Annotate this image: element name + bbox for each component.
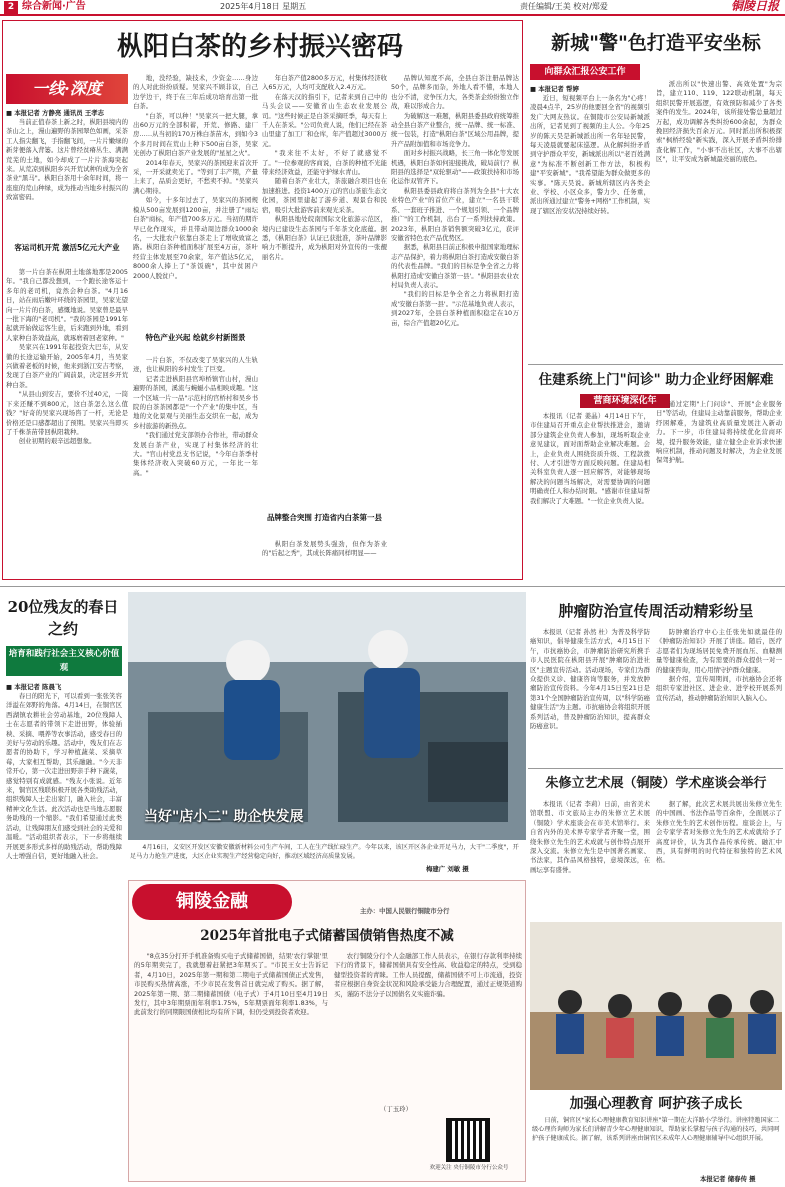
values-tag: 培育和践行社会主义核心价值观 — [6, 646, 122, 676]
kids-credit: 本报记者 储春传 摄 — [700, 1175, 756, 1183]
police-body: 近日，短视频平台上一条名为"心疼！凌晨4点半，25岁的他要回全省"的视频引发广大网友热议。在铜陵市公安局新城派出所，记者见到了视频的主人公。今年25岁的陈天昊是新城派出所一名年轻民警，每天凌晨就要起床巡逻。从化解纠纷矛盾到守护群众平安，新城派出所以"老百姓满意"为标准不断创新工作方法，积极构建"平安新城"。"我希望能为群众做更多的实事。"陈天昊说。新城所辖区内各类企业、学校、小区众多，警力少、任务重，派出所通过建立"警务+网格"工作机制，实现了辖区治安状况持续好转。 — [530, 94, 650, 215]
main-subhead-2: 特色产业兴起 绘就乡村新图景 — [145, 333, 246, 342]
page-number: 2 — [4, 1, 18, 14]
art-body: 本报讯（记者 李莉）日前，由省美术馆联盟、市文旅局主办的朱修立艺术展（铜陵）学术座谈会在市美术馆举行。来自省内外的美术界专家学者齐聚一堂，围绕朱修立先生的艺术成就与创作特点展开深入交流。朱修立先生是中国著名画家、书法家，其作品风格独特，意境深远，在画坛享有盛誉。 — [530, 800, 650, 874]
classroom-image — [530, 922, 782, 1090]
main-col3-body-b: 枞阳白茶发展势头强劲，但作为茶业的"后起之秀"，其成长阵痛同样明显—— — [262, 540, 387, 558]
finance-ad-body-1: "8点35分打开手机准备购买电子式储蓄国债，结果'农行掌银'里的5年期卖完了，我就想着赶紧把3年期买了。"市民王女士告诉记者，4月10日，2025年第一期和第二期电子式储蓄国债正式发售，市民购买热情高涨，不少市民在发售首日就完成了购买。据了解，2025年第一期、第二期储蓄国债（电子式）于4月10日至4月19日发行，其中3年期票面年利率1.75%，5年期票面年利率1.83%，与此前发行的同期限国债相比均有所下调，但仍受到投资者欢迎。 — [134, 952, 328, 1017]
main-title: 枞阳白茶的乡村振兴密码 — [116, 32, 403, 62]
main-col3-body: 年白茶产值2800多万元，村集体经济收入65万元，人均可支配收入2.4万元。 在落天汉的指引下，记者来到自己中的马头会议——安徽省山生态农业发展公司。"这些时候正是白茶采摘旺季，每天有上千人在茶采。"公司负责人说，他们已经在茶山里建了加工厂和仓库，年产值超过3000万元。 "我来往不太好，不好了就感觉不了。"一位参观的客商说，白茶的种植不光能带来经济效益，还能守护绿水青山。 随着白茶产业壮大，茶旅融合项目也在加速推进。投资1400万元的官山茶旅生态文化园，茶园里建起了游步道、观景台和民宿，吸引大批游客前来观光采茶。 枞阳县地处皖南国际文化旅游示范区，境内已建设生态茶园与千年茶文化底蕴。据悉，《枞阳白茶》认证已获批准，茶叶品牌影响力不断提升，成为枞阳对外宣传的一张靓丽名片。 — [262, 74, 387, 261]
disabled-friends-byline: ■ 本报记者 陈晨飞 — [6, 683, 62, 691]
divider — [0, 586, 785, 587]
disabled-friends-body: 春日的阳光下，可以看到一张张笑容洋溢在郊野的角落。4月14日，在铜官区西湖镇农耕社会劳动基地，20位残障人士在志愿者的带领下走进田野，体验插秧、采摘、喂养等农事活动，感受春日的美好与劳动的乐趣。活动中，残友们在志愿者的协助下，学习种植蔬菜、采摘草莓，大家相互帮助，其乐融融。"今天非常开心，第一次走进田野亲手种下蔬菜，感觉特别有成就感。"残友小张说。近年来，铜官区残联积极开展各类助残活动，组织残障人士走出家门，融入社会，丰富精神文化生活。此次活动也是当地志愿服务助残的一个缩影。"我们希望通过此类活动，让残障朋友们感受到社会的关爱和温暖。"活动组织者表示，下一步将继续开展更多形式多样的助残活动，帮助残障人士增强自信，更好地融入社会。 — [6, 692, 122, 860]
police-body-2: 派出所以"快速出警、高效处置"为宗旨，建立110、119、122联动机制，每天组织民警开展巡逻，有效预防和减少了各类案件的发生。2024年，该所接处警总量超过万起，成功调解各类纠纷600余起，为群众挽回经济损失百余万元。同时派出所积极探索"枫桥经验"新实践，深入开展矛盾纠纷排查化解工作，"小事不出社区，大事不出辖区"，让平安成为新城最亮丽的底色。 — [656, 80, 782, 164]
divider — [528, 364, 783, 365]
tumor-body-2: 防肿瘤治疗中心主任张先如就最佳的《肿瘤防治知识》开展了讲座。随后，医疗志愿者们为现场居民免费开展血压、血糖测量等健康检查，为有需要的群众提供一对一的健康咨询，用心用情守护群众健康。 据介绍，宣传周期间，市抗癌协会还将组织专家进社区、进企业、进学校开展系列宣传活动，推动肿瘤防治知识入脑入心。 — [656, 628, 782, 702]
main-tag: 一线·深度 — [6, 74, 128, 104]
paper-logo: 铜陵日报 — [730, 0, 779, 13]
police-byline: ■ 本报记者 帮婷 — [530, 85, 579, 93]
section-name: 综合新闻·广告 — [22, 1, 86, 12]
construction-body-2: 通过定期"上门问诊"、开展"企业服务日"等活动，住建局主动靠前服务，帮助企业纾困解难，为建筑业高质量发展注入新动力。下一步，市住建局将持续优化营商环境，提升服务效能，建立健全企业诉求快速响应机制，推动问题及时解决，为企业发展保驾护航。 — [656, 400, 782, 465]
tumor-title: 肿瘤防治宣传周活动精彩纷呈 — [558, 602, 754, 620]
divider — [528, 768, 783, 769]
main-col2-body: 地，没经验，缺技术，少资金……身边的人对此纷纷质疑。吴家兴不顾非议，自己边学边干，终于在三年后成功培育出第一批白茶。 "白茶，可以种！"吴家兴一把大腿，拿出60万元的全部积蓄，开荒、修路、建厂房……从当初的170万株白茶苗木，到如今3个多月时间在荒山上种下500亩白茶，吴家光创办了枞阳白茶产业发展的"星星之火"。 2014年春天，吴家兴的茶园迎来首次开采，一开采就卖光了。"等到了丰产期，产量上来了，品质会更好，不愁卖不掉。"吴家兴满心期待。 如今，十多年过去了，吴家兴的茶园规模从500亩发展到1200亩，并注册了"雨坛白茶"商标，年产值700多万元。当初的期许早已化作现实，并且带动周边群众1000余名，一大批农户依靠白茶走上了增收致富之路。枞阳白茶种植面积扩展至4万亩，茶叶经营主体发展至70余家，年产值达5亿元，8000余人捧上了"茶饭碗"，其中贫困户2000人脱贫户。 — [133, 74, 258, 280]
photo-caption: 4月16日，义安区开发区安徽安徽新材料公司生产车间，工人在生产线忙碌生产。今年以来，该区开区各企业开足马力，大干"二季度"，开足马力力抢生产进度，大区企业实现生产经营稳定向好，推动区域经济高质量发展。 — [130, 844, 519, 860]
finance-ad-body-2: 农行铜陵分行个人金融部工作人员表示，在银行存款利率持续下行的背景下，储蓄国债具有安全性高、收益稳定的特点，受到稳健型投资者的青睐。工作人员提醒，储蓄国债不可上市流通，投资者应根据自身资金状况和风险承受能力合理配置，通过正规渠道购买，谨防不法分子以国债名义实施诈骗。 — [334, 952, 522, 998]
tumor-body: 本报讯（记者 孙然 杜）为普及科学防癌知识，倡导健康生活方式，4月15日下午，市抗癌协会，市肿瘤防治研究所携手市人民医院在枞阳县开展"肿瘤防治进社区"主题宣传活动。活动现场，专家们为群众提供义诊、健康咨询等服务，并发放肿瘤防治宣传资料。今年4月15日至21日是第31个全国肿瘤防治宣传周，以"科学防癌 健康生活"为主题。市抗癌协会将组织开展系列活动，普及肿瘤防治知识，提高群众防癌意识。 — [530, 628, 650, 731]
kids-caption: 日前，铜官区"家长心理健康教育知识讲座"第一期在大洋路小学举行。讲座特邀国家二级心理咨询师为家长们讲解青少年心理健康知识，帮助家长掌握与孩子沟通的技巧，共同呵护孩子健康成长。据了解，该系列讲座由铜官区未成年人心理健康辅导中心组织开展。 — [532, 1117, 780, 1142]
factory-image — [128, 592, 526, 840]
construction-body: 本报讯（记者 姜晶）4月14日下午，市住建局召开重点企业帮扶推进会，邀请部分建筑企业负责人参加，现场听取企业意见建议，面对面帮助企业解决难题。会上，企业负责人围绕资质升级、工程款拨付、人才引进等方面反映问题。住建局相关科室负责人逐一回应解答，对能够现场解决的问题当场解决，对需要协调的问题明确责任人和办结时限。"感谢市住建局帮我们解决了大难题。"一位企业负责人说。 — [530, 412, 650, 505]
main-subhead-3: 品牌整合突围 打造省内白茶第一县 — [266, 513, 383, 522]
art-body-2: 据了解，此次艺术展共展出朱修立先生的中国画、书法作品等百余件，全面展示了朱修立先生的艺术创作历程。座谈会上，与会专家学者对朱修立先生的艺术成就给予了高度评价，认为其作品传承传统、融汇中西，具有鲜明的时代特征和独特的艺术风格。 — [656, 800, 782, 865]
editors: 责任编辑/王美 校对/郑爱 — [520, 2, 608, 11]
photo-headline: 当好"店小二" 助企快发展 — [144, 809, 304, 825]
art-title: 朱修立艺术展（铜陵）学术座谈会举行 — [545, 776, 767, 791]
page-header — [0, 0, 785, 16]
main-col2-body-b: 一片白茶，不仅改变了吴家兴的人生轨迹，也让枞阳的乡村发生了巨变。 记者走进枞阳县官埠桥镇官山村，漫山遍野的茶园，溪流与蜿蜒小品相映成趣。"这一个区域一片一品"示范村的官桥村和吴乡书院的白茶茶园都是"一个产业"的集中区，当地的文化景观与美丽生态交织在一起，成为乡村旅游的新热点。 "我们通过党支部领办合作社，带动群众发展白茶产业，实现了村集体经济的壮大。"官山村党总支书记说，"今年白茶季村集体经济收入突破60万元，一年比一年高。" — [133, 356, 258, 477]
factory-photo — [128, 592, 526, 840]
qr-code-label: 欢迎关注 央行铜陵市分行公众号 — [429, 1165, 509, 1171]
finance-ad-title: 2025年首批电子式储蓄国债销售热度不减 — [200, 928, 454, 944]
finance-ad-sponsor: 主办：中国人民银行铜陵市分行 — [360, 907, 450, 915]
main-intro: 当前正值春茶上新之时，枞阳县境内的茶山之上，漫山遍野的茶园翠色如画，采茶工人指尖翻飞，手指翻飞间，一片片嫩绿的新芽便落入背篓。这片曾经贫瘠丛生、满满荒芜的土地，如今却成了一片片茶海突起来。从荒凉到枞阳乡兴开荒试种的成为全省茶业"黑马"。枞阳白茶用十余年时间，将一座座的荒山种绿，成为推动当地乡村振兴的致富密码。 — [6, 118, 128, 202]
photo-credit: 梅建广 刘敏 摄 — [426, 865, 469, 873]
disabled-friends-title: 20位残友的春日之约 — [7, 598, 119, 638]
construction-title: 住建系统上门"问诊" 助力企业纾困解难 — [538, 372, 774, 388]
main-col4-body: 品牌认知度不高，全县白茶注册品牌达50个，品牌多而杂，外地人看不懂，本地人也分不清，竞争压力大，各类茶企纷纷独立作战，难以形成合力。 为破解这一难题，枞阳县委县政府统筹推动全县白茶产业整合，统一品牌、统一标准、统一包装，打造"枞阳白茶"区域公用品牌，提升产品附加值和市场竞争力。 面对乡村振兴战略，长三角一体化等发展机遇，枞阳白茶如何迎接挑战，破局前行？枞阳县的选择是"双轮驱动"——政策扶持和市场化运作双管齐下。 枞阳县委县政府将白茶列为全县"十大农业特色产业"的首位产业，建立"一名县干联系、一套班子推进、一个规划引领、一个品牌推广"的工作机制，出台了一系列扶持政策。2023年，枞阳白茶销售额突破3亿元，获评安徽省特色农产品优势区。 据悉，枞阳县目前正积极申报国家地理标志产品保护，着力将枞阳白茶打造成安徽白茶的代表性品牌。"我们的目标是争全省之力将枞阳打造成'安徽白茶第一县'。"枞阳县农业农村局负责人表示。 "我们的目标是争全省之力将枞阳打造成'安徽白茶第一县'。"示范基地负责人表示，到2027年，全县白茶种植面积稳定在10万亩，综合产值超20亿元。 — [391, 74, 519, 327]
main-byline: ■ 本报记者 方静亮 通讯员 王孝志 — [6, 109, 105, 117]
construction-tag: 营商环境深化年 — [580, 394, 670, 408]
kids-photo — [530, 922, 782, 1090]
finance-ad-logo: 铜陵金融 — [132, 884, 292, 920]
police-title: 新城"警"色打造平安坐标 — [551, 32, 761, 54]
police-tag: 向群众汇报公安工作 — [530, 64, 640, 80]
main-col1-body: 第一片白茶在枞阳土地落地那是2005年。"我自己都没想到，一个跑长途客运十多年的老司机，竟然会种白茶。"4月16日，站在雨后嫩叶环绕的茶园里，吴家光望向一片片的白茶，感慨地说。吴家曾是最早一批下海的"老司机"。"我的茶园是1991年起就开始做运客生意，后来跑到外地，看到人家种白茶效益高，就琢磨着回老家种。" 吴家兴在1991年起投资大巴车，从安徽的长途运输开始，2005年4月，当吴家兴做着老板的时候，他来到浙江安吉考察，发现了白茶产业的广阔前景，决定回乡开荒种白茶。 "从县山到安吉，要价不过40元，一筒下来还赚不到800元，这白茶怎么这么值钱？"好奇的吴家兴现场咨了一杆，无论是价格还是口感都超出了预期。吴家兴当即买了千株茶苗带回枞阳栽种。 创业初期的艰辛远超想象。 — [6, 268, 128, 446]
issue-date: 2025年4月18日 星期五 — [220, 2, 307, 11]
qr-code[interactable] — [446, 1118, 490, 1162]
main-subhead-1: 客运司机开荒 激活5亿元大产业 — [14, 243, 120, 252]
finance-ad-author: （丁玉玲） — [380, 1105, 412, 1113]
kids-title: 加强心理教育 呵护孩子成长 — [569, 1096, 743, 1112]
